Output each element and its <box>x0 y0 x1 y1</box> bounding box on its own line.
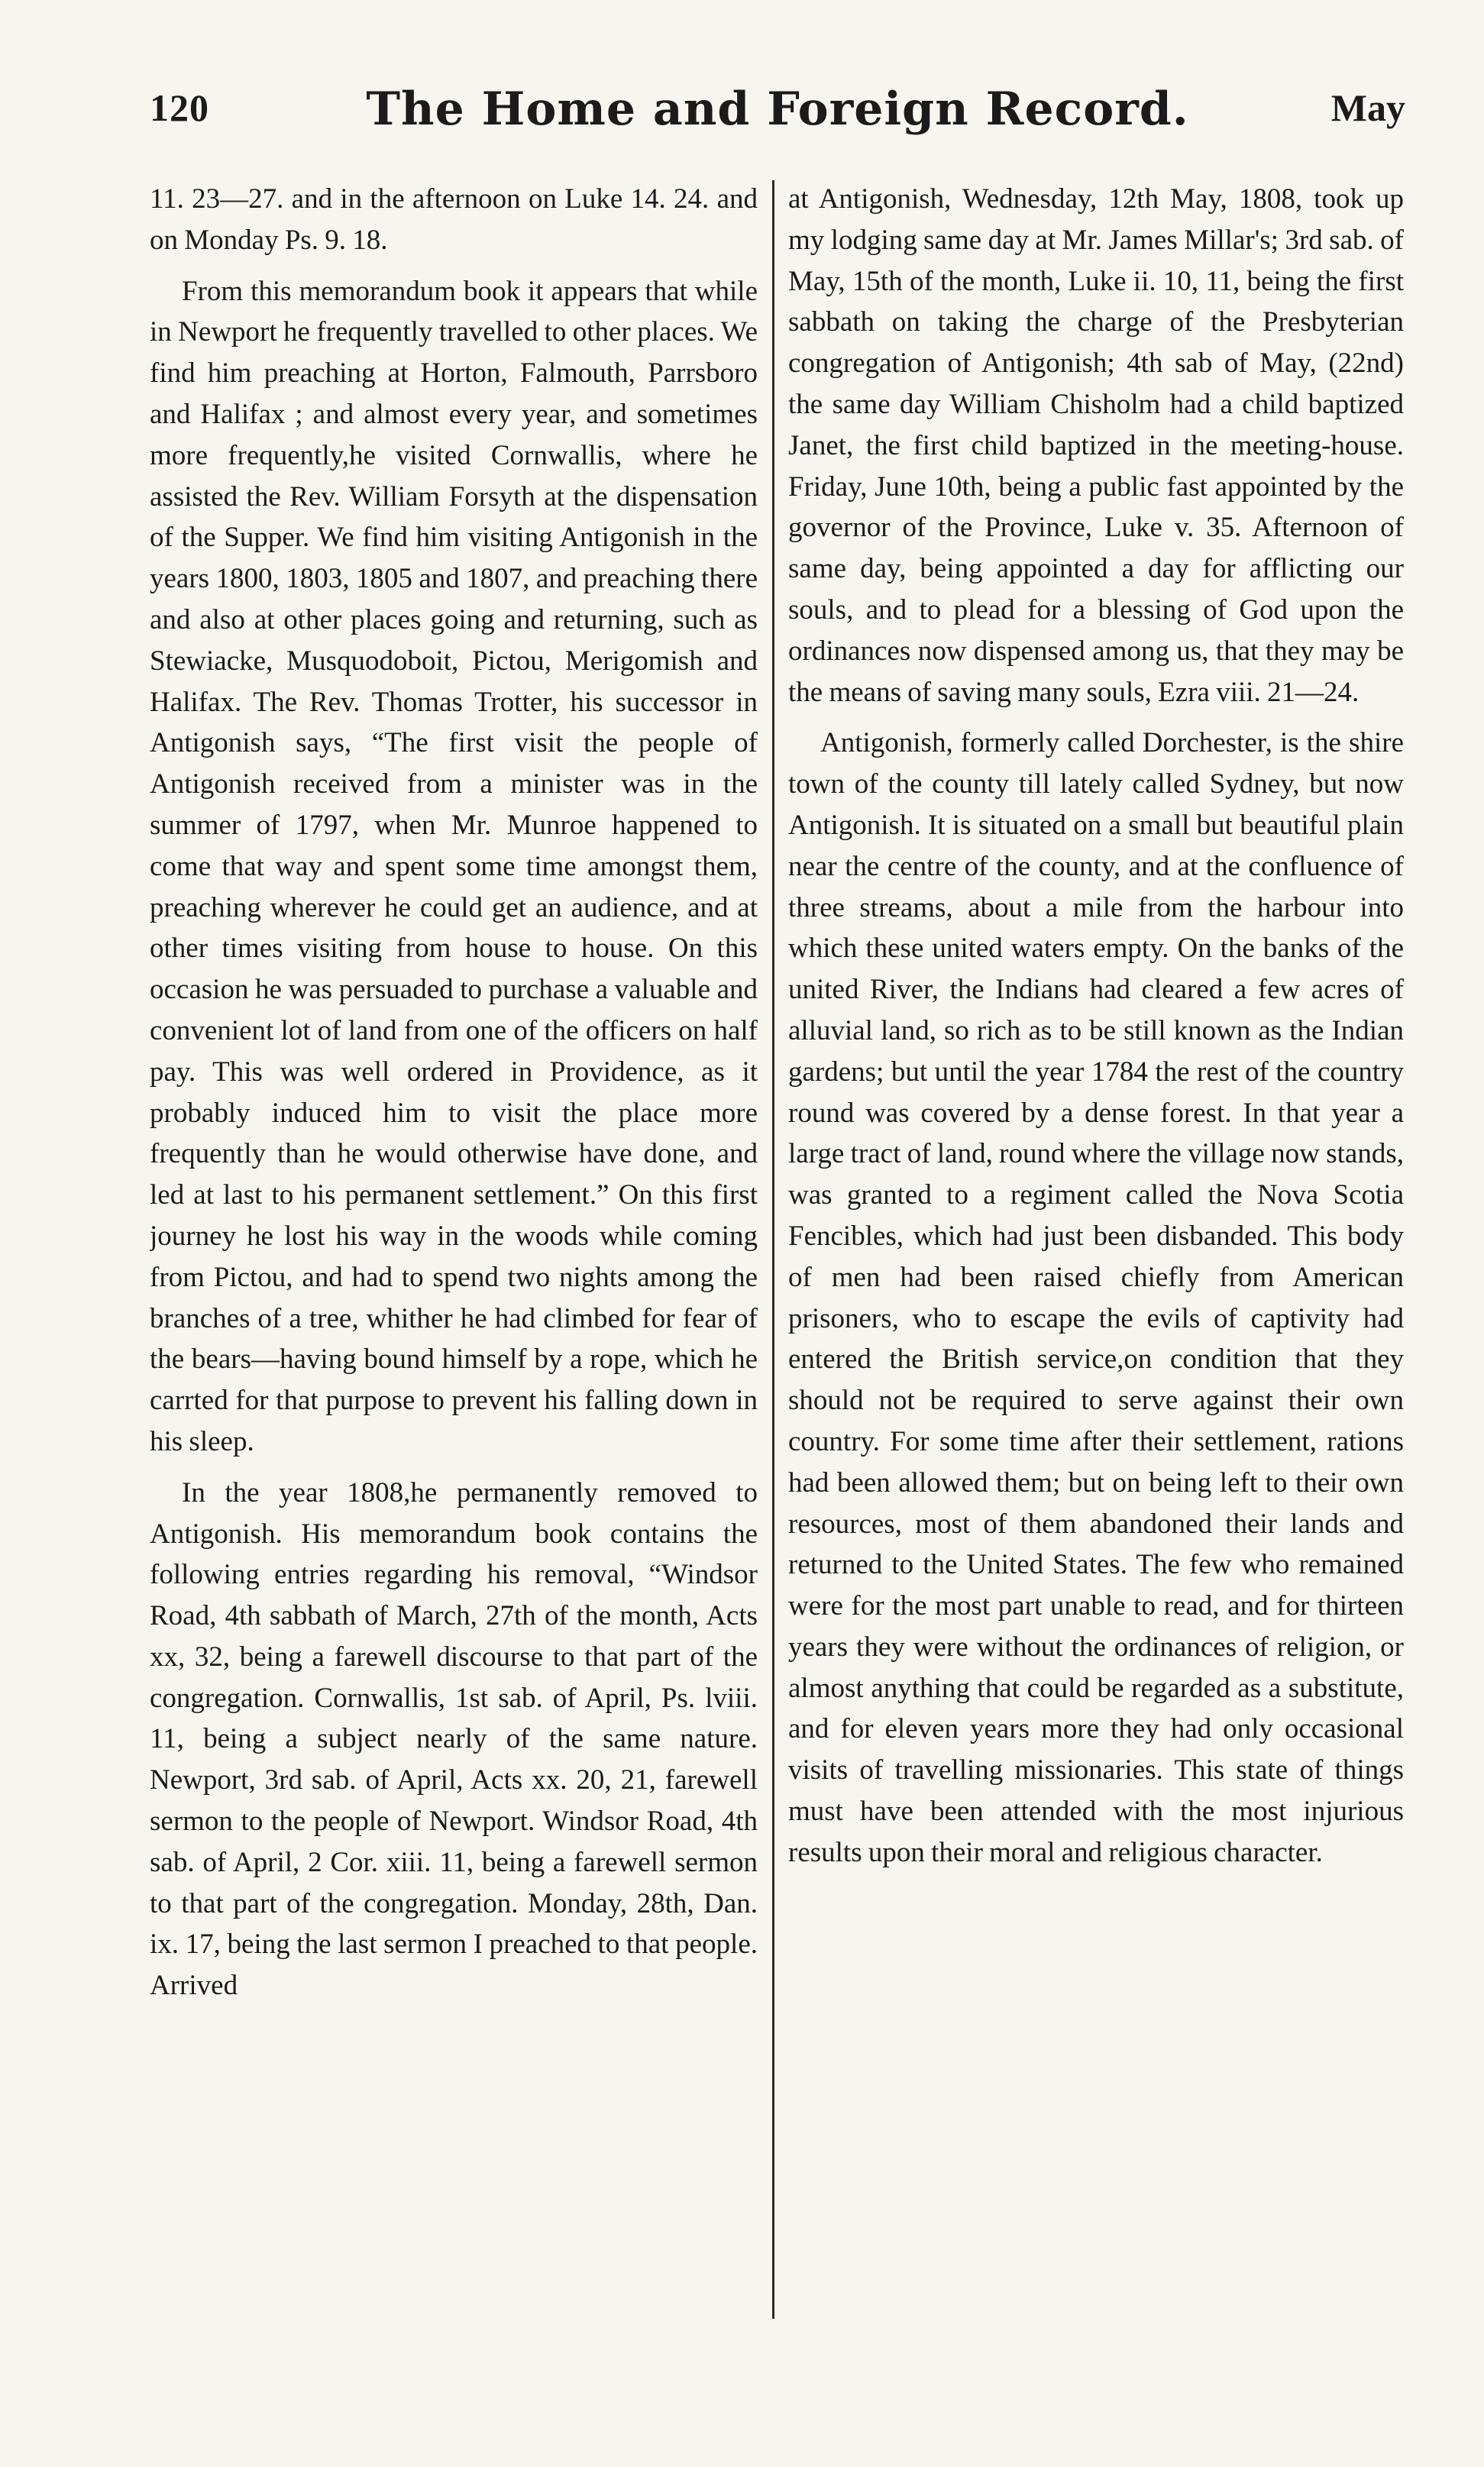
left-paragraph-3: In the year 1808,he permanently removed to Antigonish. His memorandum book contains the following entries regarding his removal, “Windsor Road, 4th sabbath of March, 27th of the month, Acts xx, 32, being a farewell discourse to that part of the congregation. Cornwallis, 1st sab. of April, Ps. lviii. 11, being a subject nearly of the same nature. Newport, 3rd sab. of April, Acts xx. 20, 21, farewell sermon to the people of Newport. Windsor Road, 4th sab. of April, 2 Cor. xiii. 11, being a farewell sermon to that part of the congregation. Monday, 28th, Dan. ix. 17, being the last sermon I preached to that people. Arrived <box>150 1476 758 2002</box>
running-title: The Home and Foreign Record. <box>366 82 1189 136</box>
right-paragraph-2: Antigonish, formerly called Dorchester, is the shire town of the county till lately called Sydney, but now Antigonish. It is situated on a small but beautiful plain near the centre of the county, and at the confluence of three streams, about a mile from the harbour into which these united waters empty. On the banks of the united River, the Indians had cleared a few acres of alluvial land, so rich as to be still known as the Indian gardens; but until the year 1784 the rest of the country round was covered by a dense forest. In that year a large tract of land, round where the village now stands, was granted to a regiment called the Nova Scotia Fencibles, which had just been disbanded. This body of men had been raised chiefly from American prisoners, who to escape the evils of captivity had entered the British service,on condition that they should not be required to serve against their own country. For some time after their settlement, rations had been allowed them; but on being left to their own resources, most of them abandoned their lands and returned to the United States. The few who remained were for the most part unable to read, and for thirteen years they were without the ordinances of religion, or almost anything that could be regarded as a substitute, and for eleven years more they had only occasional visits of travelling missionaries. This state of things must have been attended with the most injurious results upon their moral and religious character. <box>788 727 1404 1868</box>
left-column <box>150 179 758 2333</box>
running-month: May <box>1330 86 1405 129</box>
left-paragraph-2: From this memorandum book it appears that while in Newport he frequently travelled to other places. We find him preaching at Horton, Falmouth, Parrsboro and Halifax ; and almost every year, and sometimes more frequently,he visited Cornwallis, where he assisted the Rev. William Forsyth at the dispensation of the Supper. We find him visiting Antigonish in the years 1800, 1803, 1805 and 1807, and preaching there and also at other places going and returning, such as Stewiacke, Musquodoboit, Pictou, Merigomish and Halifax. The Rev. Thomas Trotter, his successor in Antigonish says, “The first visit the people of Antigonish received from a minister was in the summer of 1797, when Mr. Munroe happened to come that way and spent some time amongst them, preaching wherever he could get an audience, and at other times visiting from house to house. On this occasion he was persuaded to purchase a valuable and convenient lot of land from one of the officers on half pay. This was well ordered in Providence, as it probably induced him to visit the place more frequently than he would otherwise have done, and led at last to his permanent settlement.” On this first journey he lost his way in the woods while coming from Pictou, and had to spend two nights among the branches of a tree, whither he had climbed for fear of the bears—having bound himself by a rope, which he carrted for that purpose to prevent his falling down in his sleep. <box>150 275 758 1457</box>
right-paragraph-1: at Antigonish, Wednesday, 12th May, 1808, took up my lodging same day at Mr. James Millar's; 3rd sab. of May, 15th of the month, Luke ii. 10, 11, being the first sabbath on taking the charge of the Presbyterian congregation of Antigonish; 4th sab of May, (22nd) the same day William Chisholm had a child baptized Janet, the first child baptized in the meeting-house. Friday, June 10th, being a public fast appointed by the governor of the Province, Luke v. 35. Afternoon of same day, being appointed a day for afflicting our souls, and to plead for a blessing of God upon the ordinances now dispensed among us, that they may be the means of saving many souls, Ezra viii. 21—24. <box>788 183 1404 708</box>
left-paragraph-1: 11. 23—27. and in the afternoon on Luke 14. 24. and on Monday Ps. 9. 18. <box>150 183 758 256</box>
page-number: 120 <box>150 86 209 129</box>
page-header <box>150 82 1405 150</box>
column-divider <box>772 180 774 2319</box>
right-column <box>788 179 1404 2333</box>
